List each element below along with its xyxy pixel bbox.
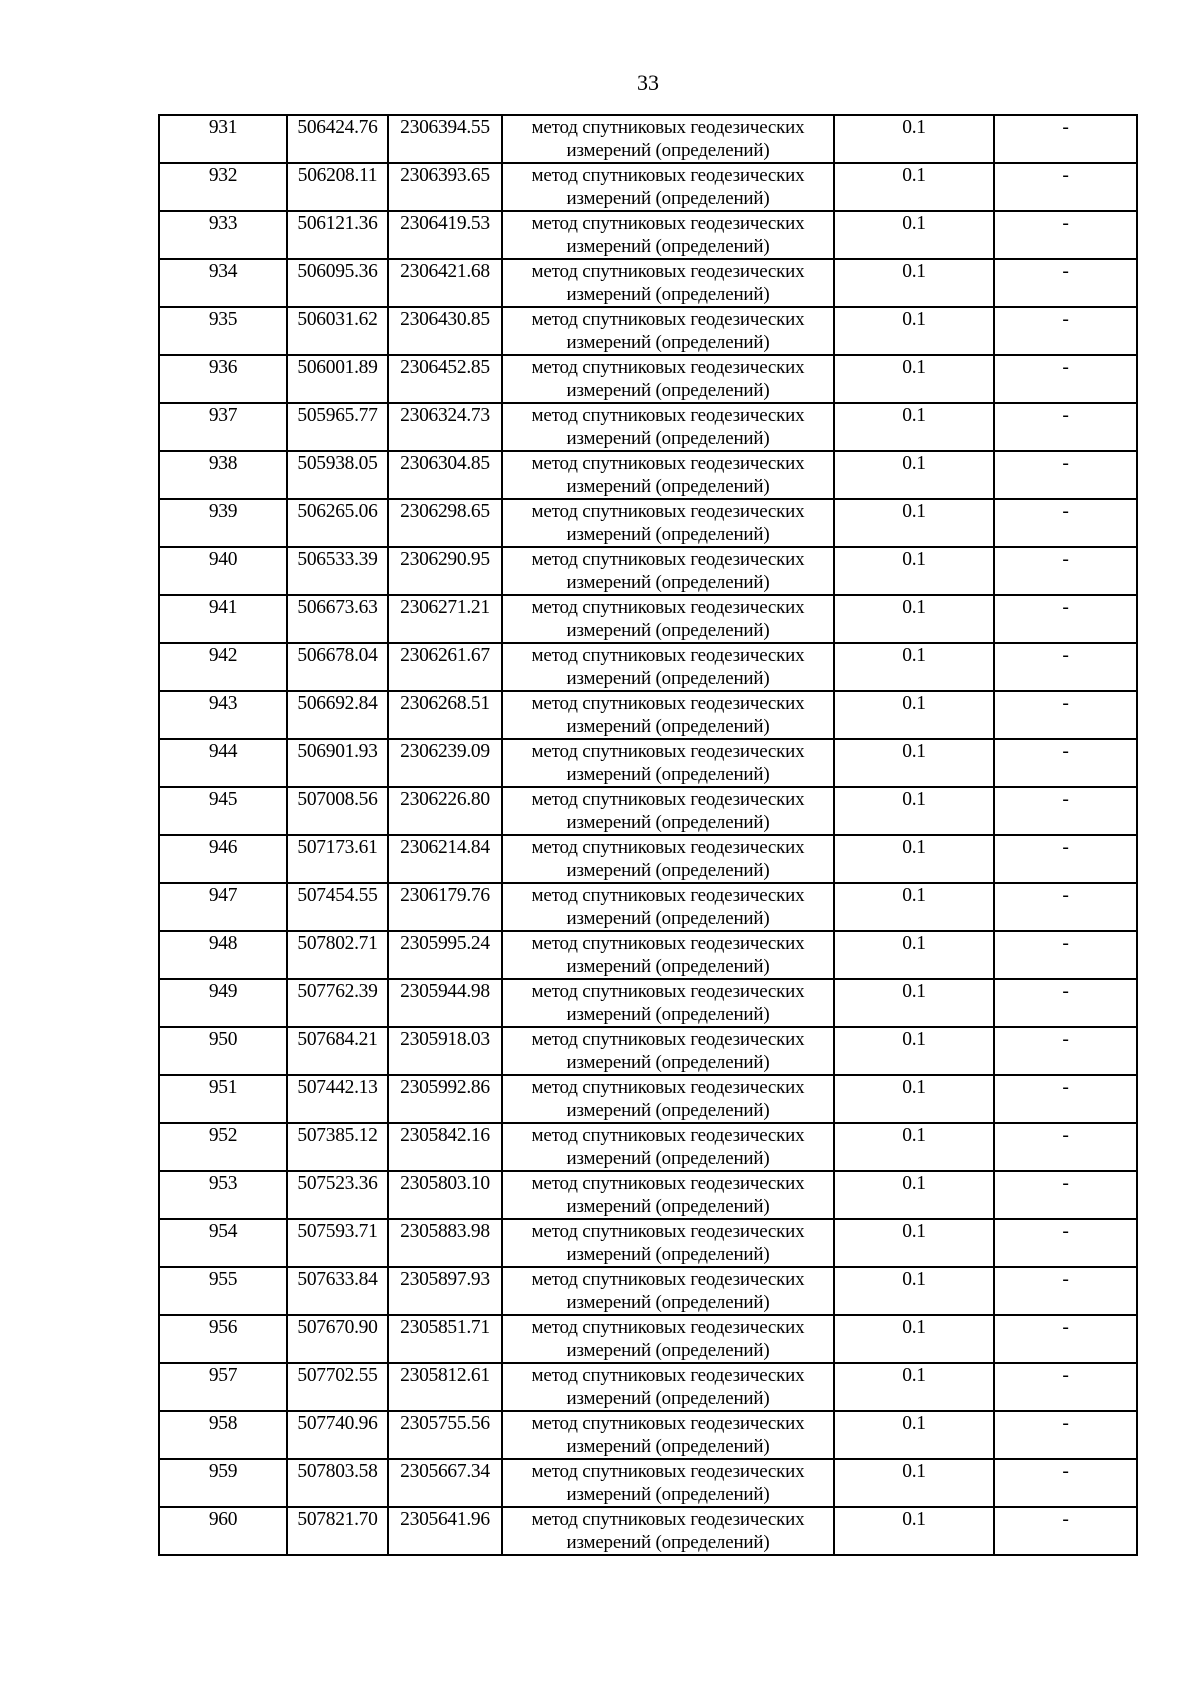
table-row	[159, 595, 1137, 643]
method-cell: метод спутниковых геодезических измерений (определений)	[502, 643, 834, 691]
x-coordinate-cell: 506095.36	[287, 259, 388, 307]
x-coordinate-cell: 506424.76	[287, 115, 388, 163]
method-cell: метод спутниковых геодезических измерений (определений)	[502, 547, 834, 595]
point-number-cell: 935	[159, 307, 287, 355]
extra-cell: -	[994, 1411, 1137, 1459]
table-row	[159, 1507, 1137, 1555]
x-coordinate-cell: 506031.62	[287, 307, 388, 355]
y-coordinate-cell: 2306239.09	[388, 739, 502, 787]
table-row	[159, 259, 1137, 307]
table-row	[159, 211, 1137, 259]
table-row	[159, 835, 1137, 883]
x-coordinate-cell: 506265.06	[287, 499, 388, 547]
extra-cell: -	[994, 787, 1137, 835]
y-coordinate-cell: 2305992.86	[388, 1075, 502, 1123]
extra-cell: -	[994, 1171, 1137, 1219]
point-number-cell: 959	[159, 1459, 287, 1507]
y-coordinate-cell: 2306226.80	[388, 787, 502, 835]
x-coordinate-cell: 505965.77	[287, 403, 388, 451]
table-row	[159, 547, 1137, 595]
table-row	[159, 1027, 1137, 1075]
y-coordinate-cell: 2306268.51	[388, 691, 502, 739]
table-row	[159, 1411, 1137, 1459]
x-coordinate-cell: 507442.13	[287, 1075, 388, 1123]
extra-cell: -	[994, 643, 1137, 691]
extra-cell: -	[994, 355, 1137, 403]
method-cell: метод спутниковых геодезических измерений (определений)	[502, 163, 834, 211]
method-cell: метод спутниковых геодезических измерений (определений)	[502, 787, 834, 835]
extra-cell: -	[994, 835, 1137, 883]
point-number-cell: 958	[159, 1411, 287, 1459]
accuracy-cell: 0.1	[834, 787, 994, 835]
table-row	[159, 883, 1137, 931]
method-cell: метод спутниковых геодезических измерений (определений)	[502, 595, 834, 643]
method-cell: метод спутниковых геодезических измерений (определений)	[502, 1171, 834, 1219]
method-cell: метод спутниковых геодезических измерений (определений)	[502, 739, 834, 787]
y-coordinate-cell: 2305641.96	[388, 1507, 502, 1555]
y-coordinate-cell: 2306452.85	[388, 355, 502, 403]
y-coordinate-cell: 2305812.61	[388, 1363, 502, 1411]
method-cell: метод спутниковых геодезических измерений (определений)	[502, 211, 834, 259]
x-coordinate-cell: 507008.56	[287, 787, 388, 835]
x-coordinate-cell: 507803.58	[287, 1459, 388, 1507]
table-row	[159, 451, 1137, 499]
point-number-cell: 938	[159, 451, 287, 499]
accuracy-cell: 0.1	[834, 307, 994, 355]
y-coordinate-cell: 2306298.65	[388, 499, 502, 547]
x-coordinate-cell: 507740.96	[287, 1411, 388, 1459]
accuracy-cell: 0.1	[834, 883, 994, 931]
point-number-cell: 932	[159, 163, 287, 211]
method-cell: метод спутниковых геодезических измерений (определений)	[502, 1123, 834, 1171]
point-number-cell: 955	[159, 1267, 287, 1315]
extra-cell: -	[994, 307, 1137, 355]
y-coordinate-cell: 2306324.73	[388, 403, 502, 451]
extra-cell: -	[994, 979, 1137, 1027]
extra-cell: -	[994, 1507, 1137, 1555]
table-row	[159, 1315, 1137, 1363]
accuracy-cell: 0.1	[834, 691, 994, 739]
x-coordinate-cell: 507762.39	[287, 979, 388, 1027]
accuracy-cell: 0.1	[834, 739, 994, 787]
extra-cell: -	[994, 1363, 1137, 1411]
x-coordinate-cell: 507702.55	[287, 1363, 388, 1411]
table-row	[159, 931, 1137, 979]
point-number-cell: 937	[159, 403, 287, 451]
accuracy-cell: 0.1	[834, 547, 994, 595]
method-cell: метод спутниковых геодезических измерений (определений)	[502, 835, 834, 883]
table-row	[159, 1171, 1137, 1219]
point-number-cell: 943	[159, 691, 287, 739]
extra-cell: -	[994, 547, 1137, 595]
x-coordinate-cell: 507385.12	[287, 1123, 388, 1171]
method-cell: метод спутниковых геодезических измерений (определений)	[502, 1459, 834, 1507]
table-row	[159, 1123, 1137, 1171]
x-coordinate-cell: 507523.36	[287, 1171, 388, 1219]
y-coordinate-cell: 2306304.85	[388, 451, 502, 499]
method-cell: метод спутниковых геодезических измерений (определений)	[502, 1411, 834, 1459]
table-row	[159, 115, 1137, 163]
y-coordinate-cell: 2306261.67	[388, 643, 502, 691]
extra-cell: -	[994, 1027, 1137, 1075]
extra-cell: -	[994, 931, 1137, 979]
accuracy-cell: 0.1	[834, 1315, 994, 1363]
accuracy-cell: 0.1	[834, 1075, 994, 1123]
table-row	[159, 499, 1137, 547]
x-coordinate-cell: 506208.11	[287, 163, 388, 211]
y-coordinate-cell: 2305755.56	[388, 1411, 502, 1459]
table-row	[159, 691, 1137, 739]
y-coordinate-cell: 2306393.65	[388, 163, 502, 211]
point-number-cell: 941	[159, 595, 287, 643]
accuracy-cell: 0.1	[834, 595, 994, 643]
accuracy-cell: 0.1	[834, 931, 994, 979]
table-row	[159, 1459, 1137, 1507]
extra-cell: -	[994, 1315, 1137, 1363]
y-coordinate-cell: 2305918.03	[388, 1027, 502, 1075]
accuracy-cell: 0.1	[834, 1411, 994, 1459]
method-cell: метод спутниковых геодезических измерений (определений)	[502, 1219, 834, 1267]
extra-cell: -	[994, 163, 1137, 211]
extra-cell: -	[994, 1459, 1137, 1507]
method-cell: метод спутниковых геодезических измерений (определений)	[502, 1363, 834, 1411]
method-cell: метод спутниковых геодезических измерений (определений)	[502, 1267, 834, 1315]
table-row	[159, 1219, 1137, 1267]
x-coordinate-cell: 506678.04	[287, 643, 388, 691]
accuracy-cell: 0.1	[834, 1507, 994, 1555]
point-number-cell: 940	[159, 547, 287, 595]
y-coordinate-cell: 2305803.10	[388, 1171, 502, 1219]
page-number: 33	[637, 70, 659, 95]
point-number-cell: 945	[159, 787, 287, 835]
accuracy-cell: 0.1	[834, 1123, 994, 1171]
extra-cell: -	[994, 499, 1137, 547]
point-number-cell: 953	[159, 1171, 287, 1219]
x-coordinate-cell: 506121.36	[287, 211, 388, 259]
point-number-cell: 942	[159, 643, 287, 691]
accuracy-cell: 0.1	[834, 835, 994, 883]
method-cell: метод спутниковых геодезических измерений (определений)	[502, 691, 834, 739]
y-coordinate-cell: 2306290.95	[388, 547, 502, 595]
accuracy-cell: 0.1	[834, 403, 994, 451]
point-number-cell: 957	[159, 1363, 287, 1411]
table-row	[159, 739, 1137, 787]
extra-cell: -	[994, 1219, 1137, 1267]
extra-cell: -	[994, 1267, 1137, 1315]
method-cell: метод спутниковых геодезических измерений (определений)	[502, 307, 834, 355]
accuracy-cell: 0.1	[834, 499, 994, 547]
x-coordinate-cell: 507802.71	[287, 931, 388, 979]
accuracy-cell: 0.1	[834, 451, 994, 499]
method-cell: метод спутниковых геодезических измерений (определений)	[502, 403, 834, 451]
x-coordinate-cell: 506001.89	[287, 355, 388, 403]
method-cell: метод спутниковых геодезических измерений (определений)	[502, 259, 834, 307]
point-number-cell: 949	[159, 979, 287, 1027]
accuracy-cell: 0.1	[834, 1027, 994, 1075]
point-number-cell: 947	[159, 883, 287, 931]
method-cell: метод спутниковых геодезических измерений (определений)	[502, 1075, 834, 1123]
y-coordinate-cell: 2306271.21	[388, 595, 502, 643]
point-number-cell: 939	[159, 499, 287, 547]
extra-cell: -	[994, 595, 1137, 643]
point-number-cell: 931	[159, 115, 287, 163]
y-coordinate-cell: 2306214.84	[388, 835, 502, 883]
accuracy-cell: 0.1	[834, 163, 994, 211]
point-number-cell: 952	[159, 1123, 287, 1171]
accuracy-cell: 0.1	[834, 1363, 994, 1411]
y-coordinate-cell: 2305842.16	[388, 1123, 502, 1171]
point-number-cell: 944	[159, 739, 287, 787]
y-coordinate-cell: 2306430.85	[388, 307, 502, 355]
x-coordinate-cell: 507821.70	[287, 1507, 388, 1555]
point-number-cell: 960	[159, 1507, 287, 1555]
extra-cell: -	[994, 1123, 1137, 1171]
y-coordinate-cell: 2305897.93	[388, 1267, 502, 1315]
accuracy-cell: 0.1	[834, 1171, 994, 1219]
method-cell: метод спутниковых геодезических измерений (определений)	[502, 1507, 834, 1555]
accuracy-cell: 0.1	[834, 259, 994, 307]
y-coordinate-cell: 2306179.76	[388, 883, 502, 931]
method-cell: метод спутниковых геодезических измерений (определений)	[502, 979, 834, 1027]
table-row	[159, 787, 1137, 835]
point-number-cell: 934	[159, 259, 287, 307]
y-coordinate-cell: 2306419.53	[388, 211, 502, 259]
y-coordinate-cell: 2305883.98	[388, 1219, 502, 1267]
x-coordinate-cell: 507633.84	[287, 1267, 388, 1315]
point-number-cell: 933	[159, 211, 287, 259]
point-number-cell: 951	[159, 1075, 287, 1123]
extra-cell: -	[994, 883, 1137, 931]
extra-cell: -	[994, 691, 1137, 739]
method-cell: метод спутниковых геодезических измерений (определений)	[502, 115, 834, 163]
method-cell: метод спутниковых геодезических измерений (определений)	[502, 451, 834, 499]
point-number-cell: 946	[159, 835, 287, 883]
table-row	[159, 403, 1137, 451]
point-number-cell: 948	[159, 931, 287, 979]
x-coordinate-cell: 507684.21	[287, 1027, 388, 1075]
x-coordinate-cell: 507454.55	[287, 883, 388, 931]
y-coordinate-cell: 2306421.68	[388, 259, 502, 307]
y-coordinate-cell: 2306394.55	[388, 115, 502, 163]
x-coordinate-cell: 507670.90	[287, 1315, 388, 1363]
method-cell: метод спутниковых геодезических измерений (определений)	[502, 355, 834, 403]
method-cell: метод спутниковых геодезических измерений (определений)	[502, 931, 834, 979]
extra-cell: -	[994, 451, 1137, 499]
table-row	[159, 1363, 1137, 1411]
x-coordinate-cell: 507173.61	[287, 835, 388, 883]
table-row	[159, 355, 1137, 403]
x-coordinate-cell: 505938.05	[287, 451, 388, 499]
x-coordinate-cell: 506692.84	[287, 691, 388, 739]
extra-cell: -	[994, 1075, 1137, 1123]
accuracy-cell: 0.1	[834, 1267, 994, 1315]
extra-cell: -	[994, 115, 1137, 163]
table-row	[159, 163, 1137, 211]
table-row	[159, 1075, 1137, 1123]
accuracy-cell: 0.1	[834, 355, 994, 403]
accuracy-cell: 0.1	[834, 643, 994, 691]
table-body	[159, 115, 1137, 1555]
table-row	[159, 307, 1137, 355]
accuracy-cell: 0.1	[834, 1459, 994, 1507]
accuracy-cell: 0.1	[834, 115, 994, 163]
extra-cell: -	[994, 211, 1137, 259]
accuracy-cell: 0.1	[834, 1219, 994, 1267]
y-coordinate-cell: 2305944.98	[388, 979, 502, 1027]
method-cell: метод спутниковых геодезических измерений (определений)	[502, 1315, 834, 1363]
extra-cell: -	[994, 739, 1137, 787]
accuracy-cell: 0.1	[834, 211, 994, 259]
point-number-cell: 936	[159, 355, 287, 403]
accuracy-cell: 0.1	[834, 979, 994, 1027]
coordinates-table	[158, 114, 1138, 1556]
table-row	[159, 643, 1137, 691]
point-number-cell: 956	[159, 1315, 287, 1363]
extra-cell: -	[994, 403, 1137, 451]
y-coordinate-cell: 2305667.34	[388, 1459, 502, 1507]
point-number-cell: 954	[159, 1219, 287, 1267]
x-coordinate-cell: 506673.63	[287, 595, 388, 643]
method-cell: метод спутниковых геодезических измерений (определений)	[502, 1027, 834, 1075]
x-coordinate-cell: 506901.93	[287, 739, 388, 787]
x-coordinate-cell: 506533.39	[287, 547, 388, 595]
table-row	[159, 979, 1137, 1027]
method-cell: метод спутниковых геодезических измерений (определений)	[502, 499, 834, 547]
method-cell: метод спутниковых геодезических измерений (определений)	[502, 883, 834, 931]
extra-cell: -	[994, 259, 1137, 307]
y-coordinate-cell: 2305851.71	[388, 1315, 502, 1363]
table-row	[159, 1267, 1137, 1315]
point-number-cell: 950	[159, 1027, 287, 1075]
x-coordinate-cell: 507593.71	[287, 1219, 388, 1267]
y-coordinate-cell: 2305995.24	[388, 931, 502, 979]
